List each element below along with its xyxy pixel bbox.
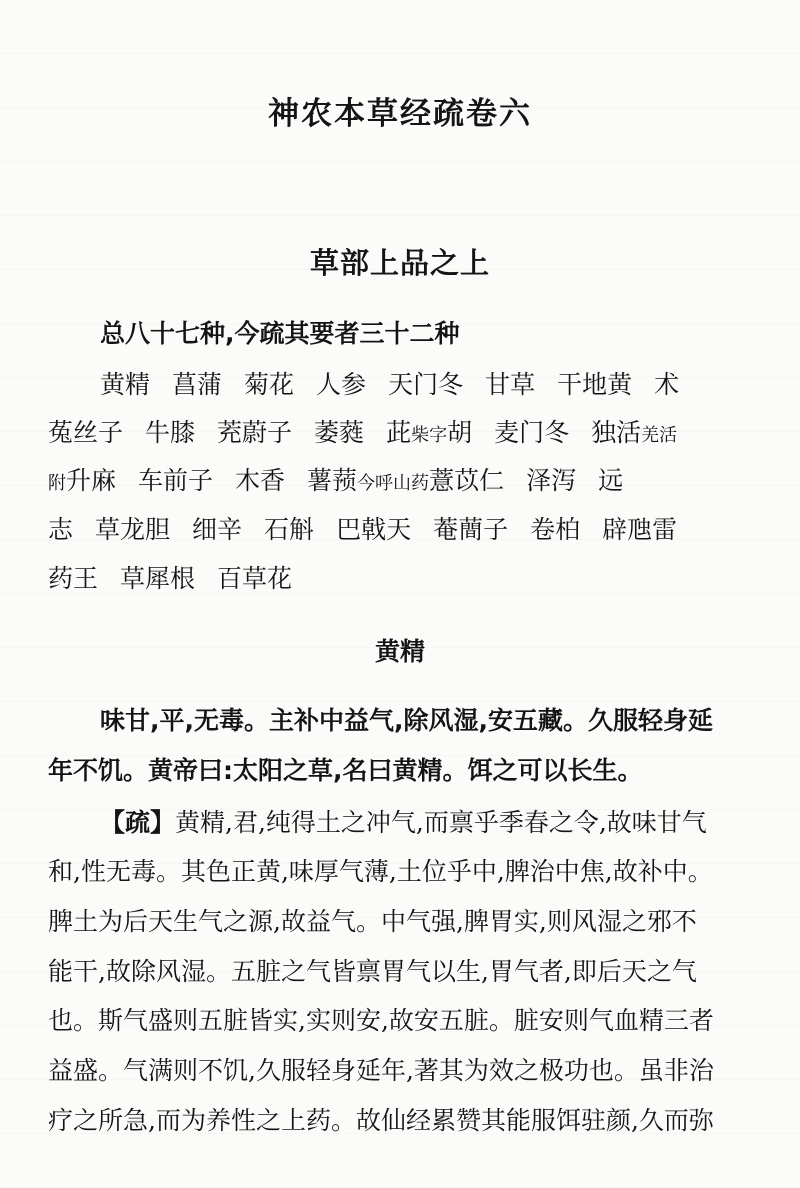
- herb-item: 甘草: [485, 370, 536, 399]
- commentary-text: 黄精,君,纯得土之冲气,而禀乎季春之令,故味甘气: [175, 808, 707, 837]
- herb-list-line-1: [100, 368, 800, 402]
- herb-item: 百草花: [217, 564, 293, 593]
- herb-list-line-5: [48, 562, 768, 596]
- herb-item: 胡: [447, 418, 473, 447]
- herb-item: 细辛: [192, 515, 243, 544]
- herb-count-line: 总八十七种,今疏其要者三十二种: [100, 319, 460, 348]
- commentary-line-2: 和,性无毒。其色正黄,味厚气薄,土位乎中,脾治中焦,故补中。: [48, 857, 713, 886]
- herb-item: 升麻: [66, 466, 117, 495]
- herb-item: 草龙胆: [95, 515, 171, 544]
- commentary-line-1: [100, 806, 707, 840]
- herb-item: 草犀根: [120, 564, 196, 593]
- herb-item: 萎蕤: [314, 418, 365, 447]
- herb-item: 天门冬: [388, 370, 464, 399]
- herb-item: 人参: [316, 370, 367, 399]
- herb-item: 茺蔚子: [217, 418, 293, 447]
- herb-item: 牛膝: [145, 418, 196, 447]
- main-text-line-2: 年不饥。黄帝曰:太阳之草,名曰黄精。饵之可以长生。: [48, 756, 643, 785]
- herb-list-line-4: [48, 513, 768, 547]
- herb-item: 志: [48, 515, 74, 544]
- herb-item: 独活: [591, 418, 642, 447]
- main-text-line-1: 味甘,平,无毒。主补中益气,除风湿,安五藏。久服轻身延: [100, 706, 713, 735]
- herb-item: 巴戟天: [336, 515, 412, 544]
- herb-item: 辟虺雷: [602, 515, 678, 544]
- herb-item: 菊花: [244, 370, 295, 399]
- herb-item: 术: [654, 370, 680, 399]
- commentary-line-5: 也。斯气盛则五脏皆实,实则安,故安五脏。脏安则气血精三者: [48, 1006, 714, 1035]
- herb-list-line-3: [48, 464, 768, 501]
- herb-item: 黄精: [100, 370, 151, 399]
- volume-title: 神农本草经疏卷六: [268, 96, 532, 132]
- herb-item: 石斛: [264, 515, 315, 544]
- commentary-label: 【疏】: [100, 808, 176, 837]
- herb-item: 远: [598, 466, 624, 495]
- entry-title: 黄精: [374, 637, 425, 666]
- herb-item: 卷柏: [530, 515, 581, 544]
- herb-item: 木香: [235, 466, 286, 495]
- herb-annotation: 附: [48, 473, 66, 494]
- herb-item: 药王: [48, 564, 99, 593]
- commentary-line-7: 疗之所急,而为养性之上药。故仙经累赞其能服饵驻颜,久而弥: [48, 1106, 714, 1135]
- herb-item: 麦门冬: [494, 418, 570, 447]
- herb-item: 薏苡仁: [429, 466, 505, 495]
- herb-item: 泽泻: [526, 466, 577, 495]
- herb-list-line-2: [48, 416, 768, 453]
- herb-annotation: 今呼山药: [357, 473, 430, 494]
- herb-item: 菖蒲: [172, 370, 223, 399]
- herb-item: 菴蕳子: [433, 515, 509, 544]
- herb-item: 菟丝子: [48, 418, 124, 447]
- section-heading: 草部上品之上: [309, 246, 490, 280]
- commentary-line-4: 能干,故除风湿。五脏之气皆禀胃气以生,胃气者,即后天之气: [48, 957, 697, 986]
- herb-item: 干地黄: [557, 370, 633, 399]
- herb-item: 茈: [386, 418, 412, 447]
- herb-item: 车前子: [138, 466, 214, 495]
- commentary-line-6: 益盛。气满则不饥,久服轻身延年,著其为效之极功也。虽非治: [48, 1056, 714, 1085]
- herb-annotation: 柴字: [411, 425, 448, 446]
- herb-item: 薯蓣: [307, 466, 358, 495]
- commentary-line-3: 脾土为后天生气之源,故益气。中气强,脾胃实,则风湿之邪不: [48, 907, 697, 936]
- herb-annotation: 羌活: [641, 425, 678, 446]
